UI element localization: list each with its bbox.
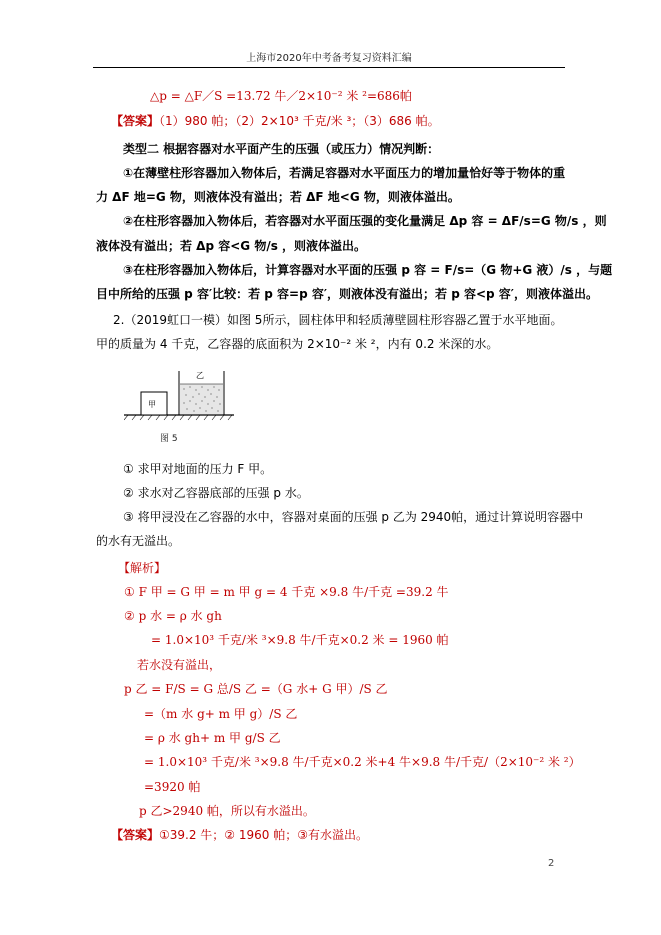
analysis-line-2: ② p 水 = ρ 水 gh [124, 609, 222, 623]
figure-label-jia: 甲 [148, 400, 156, 409]
analysis-line-8: = 1.0×10³ 千克/米 ³×9.8 牛/千克×0.2 米+4 牛×9.8 牛/千克/（2×10⁻² 米 ²） [144, 755, 581, 769]
answer-line-2: 【答案】①39.2 牛；② 1960 帕；③有水溢出。 [111, 828, 368, 842]
page-number: 2 [548, 858, 555, 869]
question2-line-b: 甲的质量为 4 千克，乙容器的底面积为 2×10⁻² 米 ²，内有 0.2 米深的水。 [96, 337, 499, 351]
analysis-line-10: p 乙>2940 帕，所以有水溢出。 [139, 804, 315, 818]
rule2-line-a: ②在柱形容器加入物体后，若容器对水平面压强的变化量满足 Δp 容 = ΔF/s=G 物/s ，则 [123, 214, 607, 228]
analysis-line-9: =3920 帕 [144, 780, 201, 794]
type2-heading: 类型二 根据容器对水平面产生的压强（或压力）情况判断： [123, 142, 440, 156]
answer-line-1: 【答案】（1）980 帕；（2）2×10³ 千克/米 ³；（3）686 帕。 [111, 114, 440, 128]
sub-question-3-a: ③ 将甲浸没在乙容器的水中，容器对桌面的压强 p 乙为 2940帕，通过计算说明容器中 [123, 510, 584, 524]
rule3-line-b: 目中所给的压强 p 容′比较：若 p 容=p 容′，则液体没有溢出；若 p 容<p 容′，则液体溢出。 [96, 287, 598, 301]
rule1-line-a: ①在薄壁柱形容器加入物体后，若满足容器对水平面压力的增加量恰好等于物体的重 [123, 166, 566, 180]
analysis-line-6: =（m 水 g+ m 甲 g）/S 乙 [144, 707, 298, 721]
equation-line: △p = △F／S =13.72 牛／2×10⁻² 米 ²=686帕 [150, 89, 412, 103]
analysis-line-7: = ρ 水 gh+ m 甲 g/S 乙 [144, 731, 281, 745]
rule1-line-b: 力 ΔF 地=G 物，则液体没有溢出；若 ΔF 地<G 物，则液体溢出。 [96, 190, 460, 204]
page-header: 上海市2020年中考备考复习资料汇编 [93, 49, 565, 68]
sub-question-2: ② 求水对乙容器底部的压强 p 水。 [123, 486, 309, 500]
question2-line-a: 2.（2019虹口一模）如图 5所示，圆柱体甲和轻质薄壁圆柱形容器乙置于水平地面。 [113, 313, 563, 327]
rule3-line-a: ③在柱形容器加入物体后，计算容器对水平面的压强 p 容 = F/s=（G 物+G 液）/s ，与题 [123, 263, 613, 277]
figure-5 [124, 363, 234, 421]
sub-question-1: ① 求甲对地面的压力 F 甲。 [123, 462, 273, 476]
sub-question-3-b: 的水有无溢出。 [96, 534, 181, 548]
analysis-line-3: = 1.0×10³ 千克/米 ³×9.8 牛/千克×0.2 米 = 1960 帕 [151, 633, 449, 647]
figure-label-yi: 乙 [196, 371, 204, 380]
analysis-line-1: ① F 甲 = G 甲 = m 甲 g = 4 千克 ×9.8 牛/千克 =39.2 牛 [124, 585, 449, 599]
rule2-line-b: 液体没有溢出；若 Δp 容<G 物/s ，则液体溢出。 [96, 239, 367, 253]
figure-caption: 图 5 [160, 434, 178, 444]
analysis-line-4: 若水没有溢出， [137, 658, 222, 672]
analysis-line-5: p 乙 = F/S = G 总/S 乙 =（G 水+ G 甲）/S 乙 [124, 682, 388, 696]
analysis-heading: 【解析】 [118, 561, 167, 575]
